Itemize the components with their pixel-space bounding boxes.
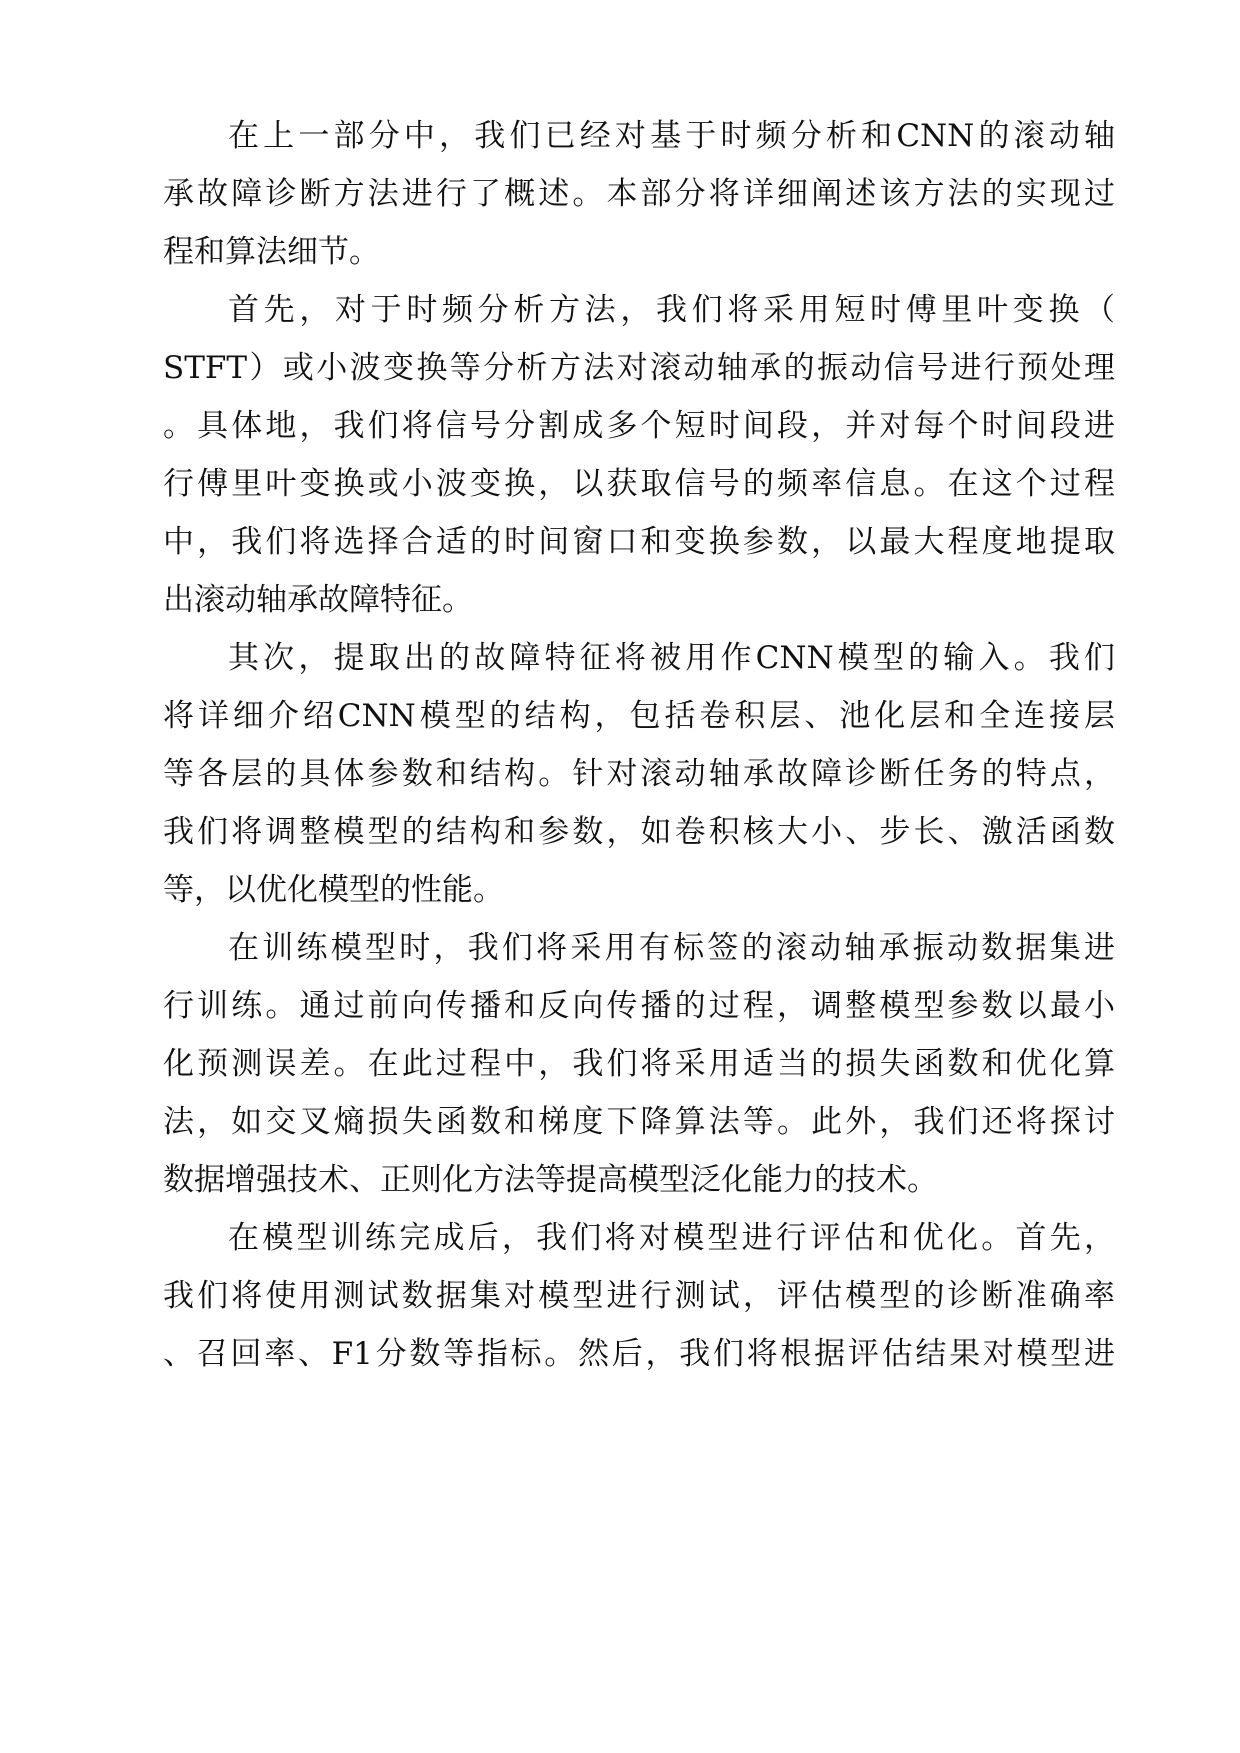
p1-line-3: 程和算法细节。 xyxy=(163,234,380,270)
p5-line-3: 、召回率、F1分数等指标。然后，我们将根据评估结果对模型进 xyxy=(163,1336,1115,1372)
p1-line-1: 在上一部分中，我们已经对基于时频分析和CNN的滚动轴 xyxy=(228,118,1115,154)
p3-line-5: 等，以优化模型的性能。 xyxy=(163,872,504,908)
p2-line-3: 。具体地，我们将信号分割成多个短时间段，并对每个时间段进 xyxy=(163,408,1115,444)
p5-line-2: 我们将使用测试数据集对模型进行测试，评估模型的诊断准确率 xyxy=(163,1278,1115,1314)
p2-line-6: 出滚动轴承故障特征。 xyxy=(163,582,473,618)
p2-line-4: 行傅里叶变换或小波变换，以获取信号的频率信息。在这个过程 xyxy=(163,466,1115,502)
p2-line-5: 中，我们将选择合适的时间窗口和变换参数，以最大程度地提取 xyxy=(163,524,1115,560)
p4-line-3: 化预测误差。在此过程中，我们将采用适当的损失函数和优化算 xyxy=(163,1046,1115,1082)
p5-line-1: 在模型训练完成后，我们将对模型进行评估和优化。首先， xyxy=(228,1220,1115,1256)
p2-line-1: 首先，对于时频分析方法，我们将采用短时傅里叶变换（ xyxy=(228,292,1115,328)
p2-line-2: STFT）或小波变换等分析方法对滚动轴承的振动信号进行预处理 xyxy=(163,350,1115,386)
p4-line-4: 法，如交叉熵损失函数和梯度下降算法等。此外，我们还将探讨 xyxy=(163,1104,1115,1140)
p3-line-3: 等各层的具体参数和结构。针对滚动轴承故障诊断任务的特点， xyxy=(163,756,1115,792)
p4-line-2: 行训练。通过前向传播和反向传播的过程，调整模型参数以最小 xyxy=(163,988,1115,1024)
p4-line-1: 在训练模型时，我们将采用有标签的滚动轴承振动数据集进 xyxy=(228,930,1115,966)
p1-line-2: 承故障诊断方法进行了概述。本部分将详细阐述该方法的实现过 xyxy=(163,176,1115,212)
p3-line-4: 我们将调整模型的结构和参数，如卷积核大小、步长、激活函数 xyxy=(163,814,1115,850)
p4-line-5: 数据增强技术、正则化方法等提高模型泛化能力的技术。 xyxy=(163,1162,938,1198)
p3-line-1: 其次，提取出的故障特征将被用作CNN模型的输入。我们 xyxy=(228,640,1115,676)
p3-line-2: 将详细介绍CNN模型的结构，包括卷积层、池化层和全连接层 xyxy=(163,698,1115,734)
